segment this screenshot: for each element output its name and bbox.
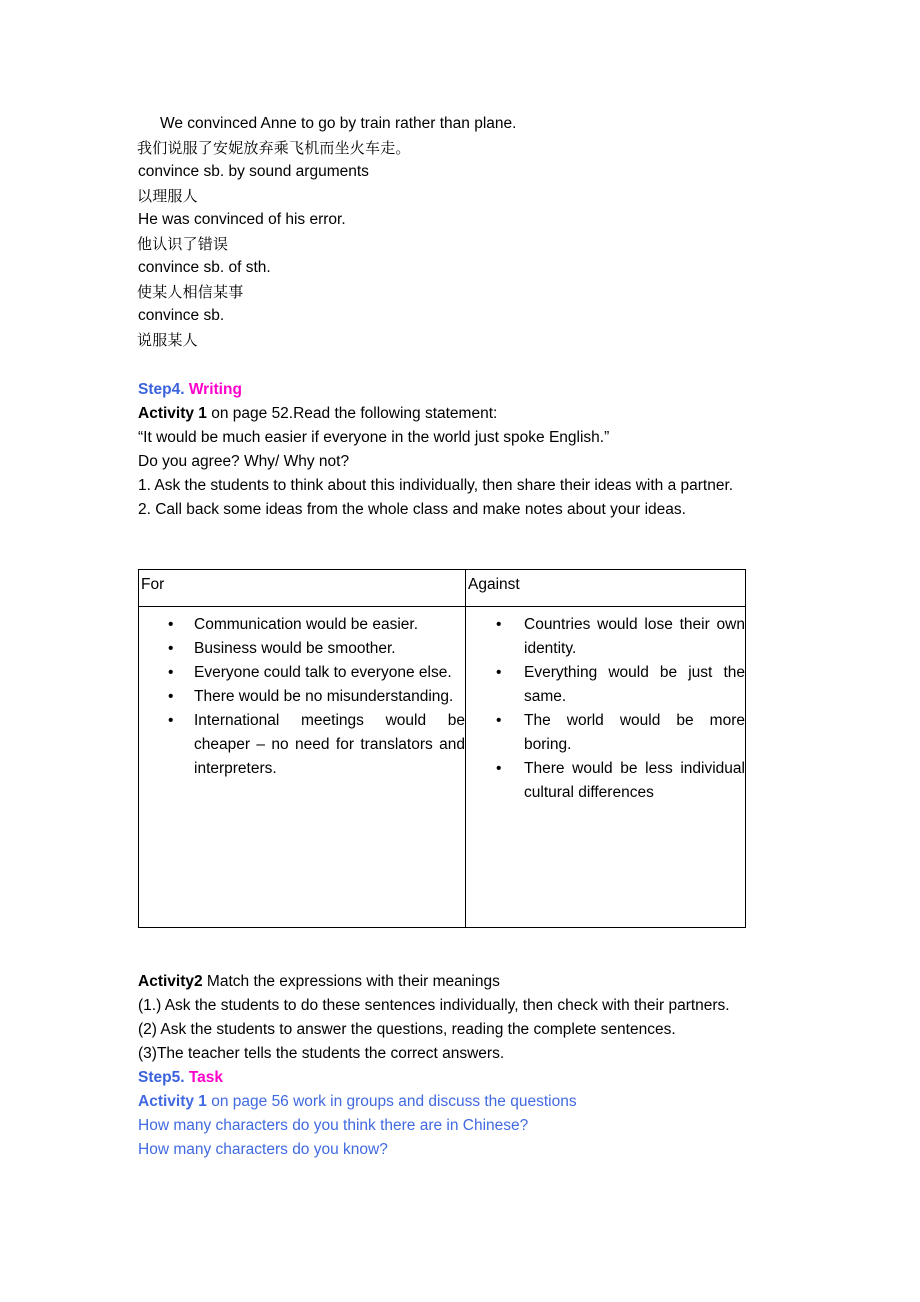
step5-question-1: How many characters do you think there are in Chinese?: [138, 1117, 529, 1134]
table-header-row: [139, 570, 746, 607]
activity2-line: [138, 970, 788, 994]
step5-title: Task: [188, 1069, 224, 1086]
bullet-icon: •: [168, 688, 174, 705]
step5-activity1-line: [138, 1090, 788, 1114]
step5-heading: [138, 1066, 788, 1090]
example-line-zh: 他认识了错误: [137, 235, 229, 253]
bullet-icon: •: [168, 664, 174, 681]
list-item-label: Countries would lose their own identity.: [524, 616, 745, 657]
step5-question-2: How many characters do you know?: [138, 1141, 388, 1158]
list-item: [466, 709, 745, 757]
list-item: [139, 709, 465, 781]
activity2-step-2: (2) Ask the students to answer the questions, reading the complete sentences.: [138, 1021, 676, 1038]
step4-title: Writing: [188, 381, 242, 398]
for-against-table: [138, 569, 746, 928]
activity1-rest: on page 52.Read the following statement:: [206, 405, 498, 422]
list-item-label: There would be less individual cultural differences: [524, 760, 745, 801]
step5-label: Step5.: [138, 1069, 185, 1086]
table-cell-against: [466, 607, 746, 928]
activity2-step5-section: [138, 970, 788, 1162]
activity1-label: Activity 1: [138, 405, 207, 422]
table-header-against: Against: [466, 570, 746, 607]
bullet-icon: •: [168, 640, 174, 657]
example-line-en: convince sb. of sth.: [138, 259, 271, 276]
bullet-icon: •: [168, 712, 174, 729]
list-item: [139, 685, 465, 709]
bullet-icon: •: [496, 760, 502, 777]
list-item: [466, 613, 745, 661]
list-item: [139, 637, 465, 661]
step4-section: [138, 378, 782, 522]
activity2-step-1: (1.) Ask the students to do these sentences individually, then check with their partners.: [138, 997, 730, 1014]
activity2-rest: Match the expressions with their meanings: [202, 973, 500, 990]
example-line-zh: 使某人相信某事: [137, 283, 244, 301]
list-item: [466, 757, 745, 805]
example-line-en: convince sb. by sound arguments: [138, 163, 369, 180]
list-item-label: Everything would be just the same.: [524, 664, 745, 705]
list-item: [139, 613, 465, 637]
writing-question: Do you agree? Why/ Why not?: [138, 453, 350, 470]
step5-activity1-rest: on page 56 work in groups and discuss the questions: [206, 1093, 577, 1110]
example-line-zh: 以理服人: [137, 187, 198, 205]
against-bullet-list: [466, 613, 745, 805]
vocabulary-examples-block: [138, 112, 782, 352]
activity2-label: Activity2: [138, 973, 203, 990]
for-bullet-list: [139, 613, 465, 781]
list-item: [139, 661, 465, 685]
list-item-label: There would be no misunderstanding.: [194, 688, 454, 705]
example-line-zh: 我们说服了安妮放弃乘飞机而坐火车走。: [137, 139, 411, 157]
list-item: [466, 661, 745, 709]
step4-heading: [138, 378, 782, 402]
bullet-icon: •: [496, 616, 502, 633]
example-line-en: He was convinced of his error.: [138, 211, 346, 228]
bullet-icon: •: [496, 712, 502, 729]
writing-statement: “It would be much easier if everyone in the world just spoke English.”: [138, 429, 610, 446]
writing-instruction-1: 1. Ask the students to think about this individually, then share their ideas with a partner.: [138, 477, 734, 494]
step4-label: Step4.: [138, 381, 185, 398]
example-line-en: We convinced Anne to go by train rather than plane.: [160, 115, 517, 132]
example-line-zh: 说服某人: [137, 331, 198, 349]
table-cell-for: [139, 607, 466, 928]
example-line-en: convince sb.: [138, 307, 225, 324]
list-item-label: Business would be smoother.: [194, 640, 396, 657]
list-item-label: Communication would be easier.: [194, 616, 419, 633]
activity2-step-3: (3)The teacher tells the students the correct answers.: [138, 1045, 505, 1062]
table-header-for: For: [139, 570, 466, 607]
step5-activity1-label: Activity 1: [138, 1093, 207, 1110]
list-item-label: Everyone could talk to everyone else.: [194, 664, 452, 681]
writing-instruction-2: 2. Call back some ideas from the whole class and make notes about your ideas.: [138, 501, 686, 518]
list-item-label: International meetings would be cheaper – no need for translators and interpreters.: [194, 712, 465, 777]
step4-activity1-line: [138, 402, 782, 426]
bullet-icon: •: [496, 664, 502, 681]
table-body-row: [139, 607, 746, 928]
bullet-icon: •: [168, 616, 174, 633]
list-item-label: The world would be more boring.: [524, 712, 745, 753]
